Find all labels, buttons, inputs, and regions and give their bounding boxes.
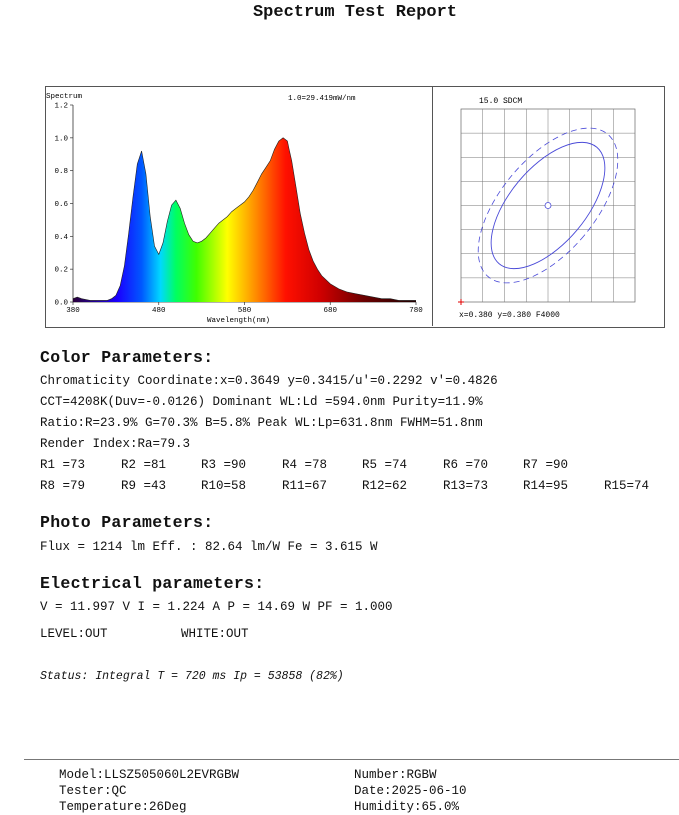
- chromaticity-readout: x=0.380 y=0.380 F4000: [459, 311, 560, 320]
- r-value: R4 =78: [282, 458, 328, 472]
- r-value: R15=74: [604, 479, 650, 493]
- x-tick-label: 780: [409, 307, 423, 315]
- r-value: R6 =70: [443, 458, 489, 472]
- y-tick-label: 0.0: [54, 299, 68, 308]
- chromaticity-chart: [0, 0, 679, 340]
- date-field: Date:2025-06-10: [354, 784, 467, 798]
- report-title: Spectrum Test Report: [252, 3, 458, 22]
- level-status: LEVEL:OUT: [40, 627, 108, 641]
- y-tick-label: 1.0: [54, 135, 68, 144]
- color-parameters-heading: Color Parameters:: [40, 348, 214, 367]
- r-value: R10=58: [201, 479, 247, 493]
- r-value: R3 =90: [201, 458, 247, 472]
- photo-parameters-heading: Photo Parameters:: [40, 513, 214, 532]
- r-value: R11=67: [282, 479, 328, 493]
- r-value: R7 =90: [523, 458, 569, 472]
- humidity-field: Humidity:65.0%: [354, 800, 460, 814]
- x-tick-label: 480: [151, 307, 166, 315]
- r-value: R5 =74: [362, 458, 408, 472]
- y-tick-label: 1.2: [54, 102, 68, 111]
- model-field: Model:LLSZ505060L2EVRGBW: [59, 768, 240, 782]
- y-tick-label: 0.4: [54, 233, 68, 242]
- r-value: R9 =43: [121, 479, 167, 493]
- y-tick-label: 0.8: [54, 168, 68, 177]
- r-value: R12=62: [362, 479, 408, 493]
- r-value: R13=73: [443, 479, 489, 493]
- y-tick-label: 0.6: [54, 201, 68, 209]
- r-value: R14=95: [523, 479, 569, 493]
- electrical-line: V = 11.997 V I = 1.224 A P = 14.69 W PF = 1.000: [40, 600, 393, 614]
- cct-line: CCT=4208K(Duv=-0.0126) Dominant WL:Ld =594.0nm Purity=11.9%: [40, 395, 483, 409]
- spectrum-scale-note: 1.0=29.419mW/nm: [288, 95, 356, 103]
- status-line: Status: Integral T = 720 ms Ip = 53858 (82%): [40, 670, 344, 683]
- render-index-line: Render Index:Ra=79.3: [40, 437, 191, 451]
- temperature-field: Temperature:26Deg: [59, 800, 187, 814]
- footer-divider: [24, 759, 679, 760]
- x-tick-label: 380: [66, 307, 80, 315]
- sdcm-label: 15.0 SDCM: [479, 97, 523, 106]
- number-field: Number:RGBW: [354, 768, 437, 782]
- r-value: R1 =73: [40, 458, 86, 472]
- tester-field: Tester:QC: [59, 784, 127, 798]
- r-value: R2 =81: [121, 458, 167, 472]
- y-tick-label: 0.2: [54, 266, 68, 275]
- chromaticity-line: Chromaticity Coordinate:x=0.3649 y=0.3415/u'=0.2292 v'=0.4826: [40, 374, 498, 388]
- target-point: [545, 203, 551, 209]
- ratio-line: Ratio:R=23.9% G=70.3% B=5.8% Peak WL:Lp=631.8nm FWHM=51.8nm: [40, 416, 483, 430]
- electrical-parameters-heading: Electrical parameters:: [40, 574, 265, 593]
- flux-line: Flux = 1214 lm Eff. : 82.64 lm/W Fe = 3.615 W: [40, 540, 378, 554]
- white-status: WHITE:OUT: [181, 627, 249, 641]
- spectrum-ylabel: Spectrum: [46, 93, 83, 101]
- spectrum-xlabel: Wavelength(nm): [207, 317, 271, 325]
- x-tick-label: 580: [237, 307, 252, 315]
- x-tick-label: 680: [323, 307, 338, 315]
- r-value: R8 =79: [40, 479, 86, 493]
